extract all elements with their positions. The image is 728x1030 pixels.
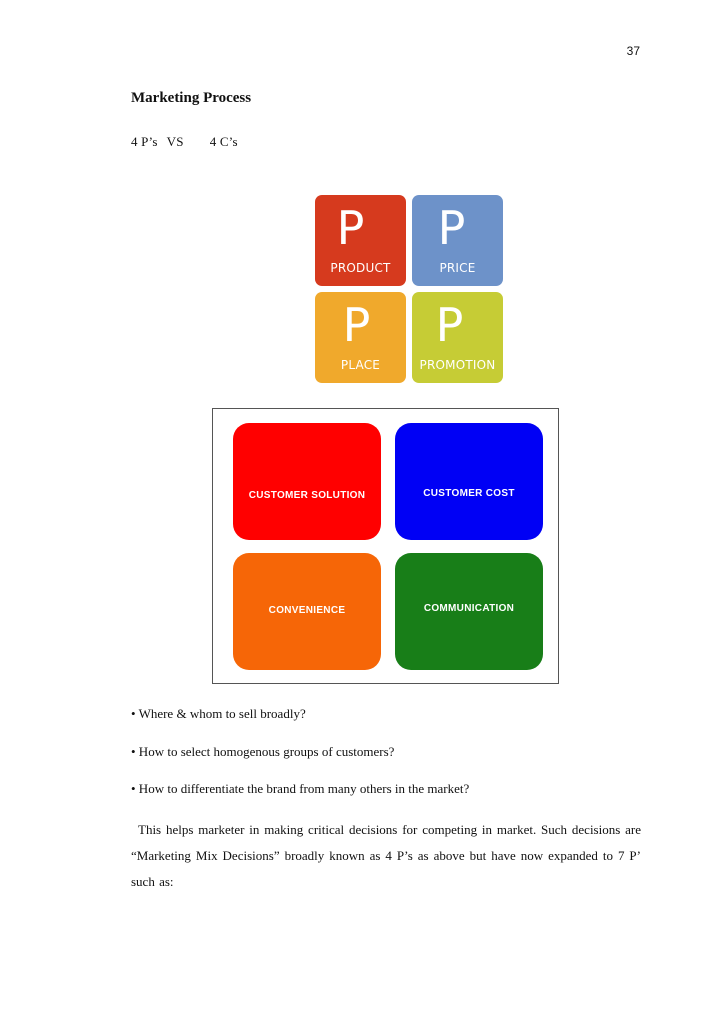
p-tile-letter: P xyxy=(342,298,371,352)
section-heading: Marketing Process xyxy=(131,90,252,106)
page-number: 37 xyxy=(626,44,640,58)
c-tile-customer-cost xyxy=(395,423,543,540)
p-tile-letter: P xyxy=(336,201,365,255)
c-tile-customer-solution xyxy=(233,423,381,540)
p-tile-label: PRODUCT xyxy=(330,261,391,275)
c-tile-label: CUSTOMER COST xyxy=(423,488,515,499)
c-tile-label: CONVENIENCE xyxy=(268,605,346,616)
subheading-4cs: 4 C’s xyxy=(209,134,238,149)
comparison-subheading xyxy=(131,134,238,150)
subheading-4ps: 4 P’s xyxy=(131,134,158,149)
p-tile-promotion xyxy=(412,292,503,383)
c-tile-label: COMMUNICATION xyxy=(423,603,515,614)
p-tile-price xyxy=(412,195,503,286)
subheading-vs: VS xyxy=(166,134,184,149)
p-tile-product xyxy=(315,195,406,286)
p-tile-label: PRICE xyxy=(439,261,476,275)
four-cs-graphic xyxy=(212,408,559,684)
p-tile-label: PLACE xyxy=(340,358,381,372)
four-ps-graphic xyxy=(315,195,505,385)
bullet-item: • Where & whom to sell broadly? xyxy=(131,706,306,721)
p-tile-letter: P xyxy=(435,298,464,352)
body-paragraph: This helps marketer in making critical decisions for competing in market. Such decisions are “Marketing Mix Decisions” broadly known as 4 P’s as above but have now expanded to 7 P’ such as: xyxy=(131,822,641,889)
bullet-item: • How to differentiate the brand from many others in the market? xyxy=(131,781,470,796)
p-tile-letter: P xyxy=(437,201,466,255)
bullet-item: • How to select homogenous groups of customers? xyxy=(131,744,395,759)
c-tile-communication xyxy=(395,553,543,670)
c-tile-convenience xyxy=(233,553,381,670)
p-tile-place xyxy=(315,292,406,383)
p-tile-label: PROMOTION xyxy=(419,358,496,372)
c-tile-label: CUSTOMER SOLUTION xyxy=(248,490,366,501)
